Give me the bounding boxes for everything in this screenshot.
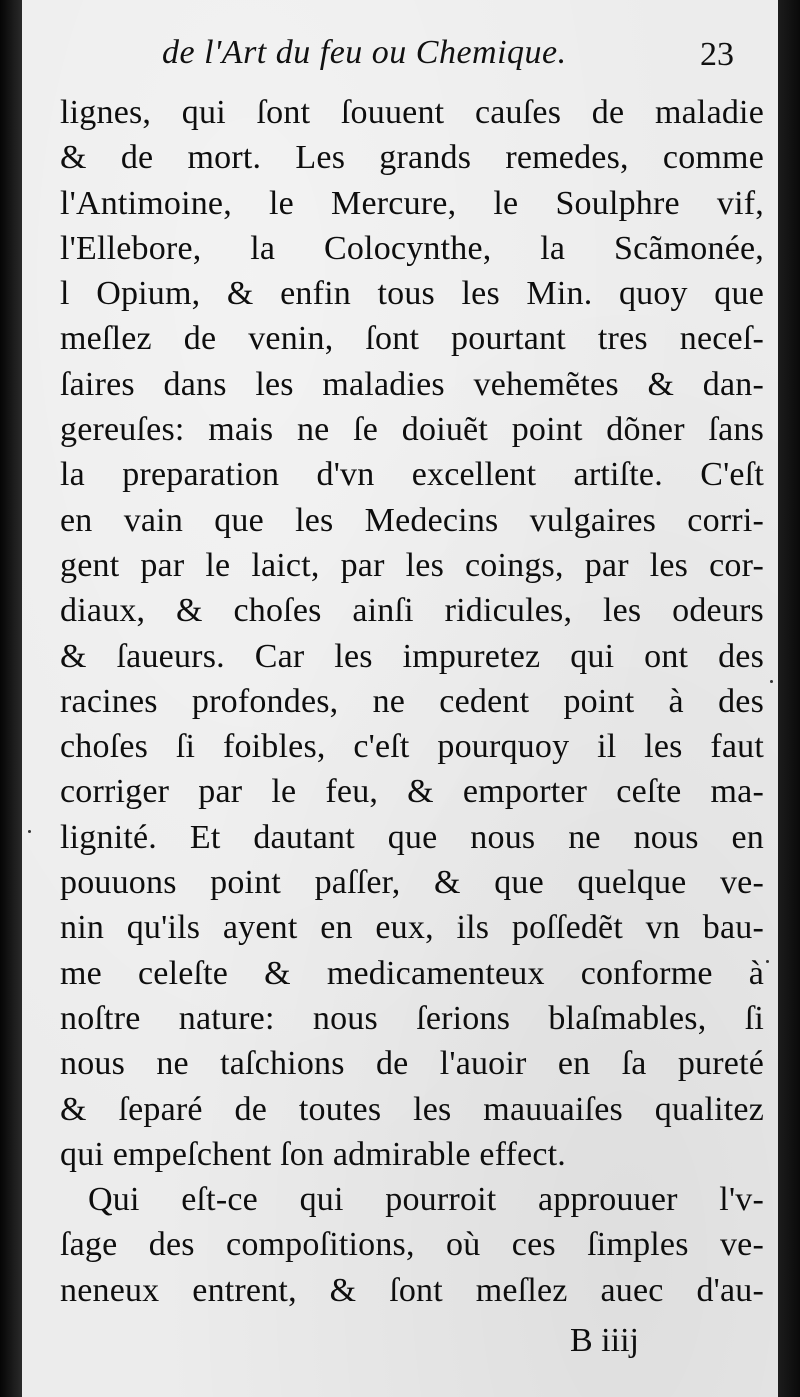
text-line: lignité. Et dautant que nous ne nous en [60,818,764,856]
book-page [22,0,778,1397]
text-line: noſtre nature: nous ſerions blaſmables, ſi [60,999,764,1037]
text-line: & de mort. Les grands remedes, comme [60,139,764,177]
text-line: ſage des compoſitions, où ces ſimples ve- [60,1226,764,1264]
running-title: de l'Art du feu ou Chemique. [162,34,567,71]
text-line: nous ne taſchions de l'auoir en ſa pureté [60,1045,764,1083]
margin-speck [766,960,769,963]
text-line: nin qu'ils ayent en eux, ils poſſedẽt vn bau- [60,909,764,947]
text-line: & ſaueurs. Car les impuretez qui ont des [60,637,764,675]
left-page-edge-shadow [0,0,22,1397]
text-line: ſaires dans les maladies vehemẽtes & dan- [60,365,764,403]
body-text [60,90,764,1313]
text-line: lignes, qui ſont ſouuent cauſes de maladie [60,94,764,131]
text-line: en vain que les Medecins vulgaires corri- [60,501,764,539]
signature-mark: B iiij [570,1322,639,1359]
margin-speck [28,830,31,833]
text-line: gent par le laict, par les coings, par les cor- [60,546,764,584]
text-line: l'Ellebore, la Colocynthe, la Scãmonée, [60,229,764,267]
right-page-edge-shadow [778,0,800,1397]
text-line: neneux entrent, & ſont meſlez auec d'au- [60,1271,764,1309]
text-line: gereuſes: mais ne ſe doiuẽt point dõner ſans [60,411,764,449]
margin-speck [770,680,773,683]
text-line: me celeſte & medicamenteux conforme à [60,954,764,992]
text-line: diaux, & choſes ainſi ridicules, les odeurs [60,592,764,630]
text-line: qui empeſchent ſon admirable effect. [60,1135,566,1173]
page-number: 23 [700,36,734,73]
paragraph-start-line: Qui eſt-ce qui pourroit approuuer l'v- [88,1181,764,1219]
text-line: l'Antimoine, le Mercure, le Soulphre vif, [60,184,764,222]
text-line: choſes ſi foibles, c'eſt pourquoy il les faut [60,728,764,766]
text-line: meſlez de venin, ſont pourtant tres neceſ- [60,320,764,358]
text-line: la preparation d'vn excellent artiſte. C'eſt [60,456,764,494]
text-line: l Opium, & enfin tous les Min. quoy que [60,275,764,313]
text-line: pouuons point paſſer, & que quelque ve- [60,864,764,902]
text-line: corriger par le feu, & emporter ceſte ma- [60,773,764,811]
page-header [22,34,778,94]
text-line: & ſeparé de toutes les mauuaiſes qualitez [60,1090,764,1128]
text-line: racines profondes, ne cedent point à des [60,682,764,720]
